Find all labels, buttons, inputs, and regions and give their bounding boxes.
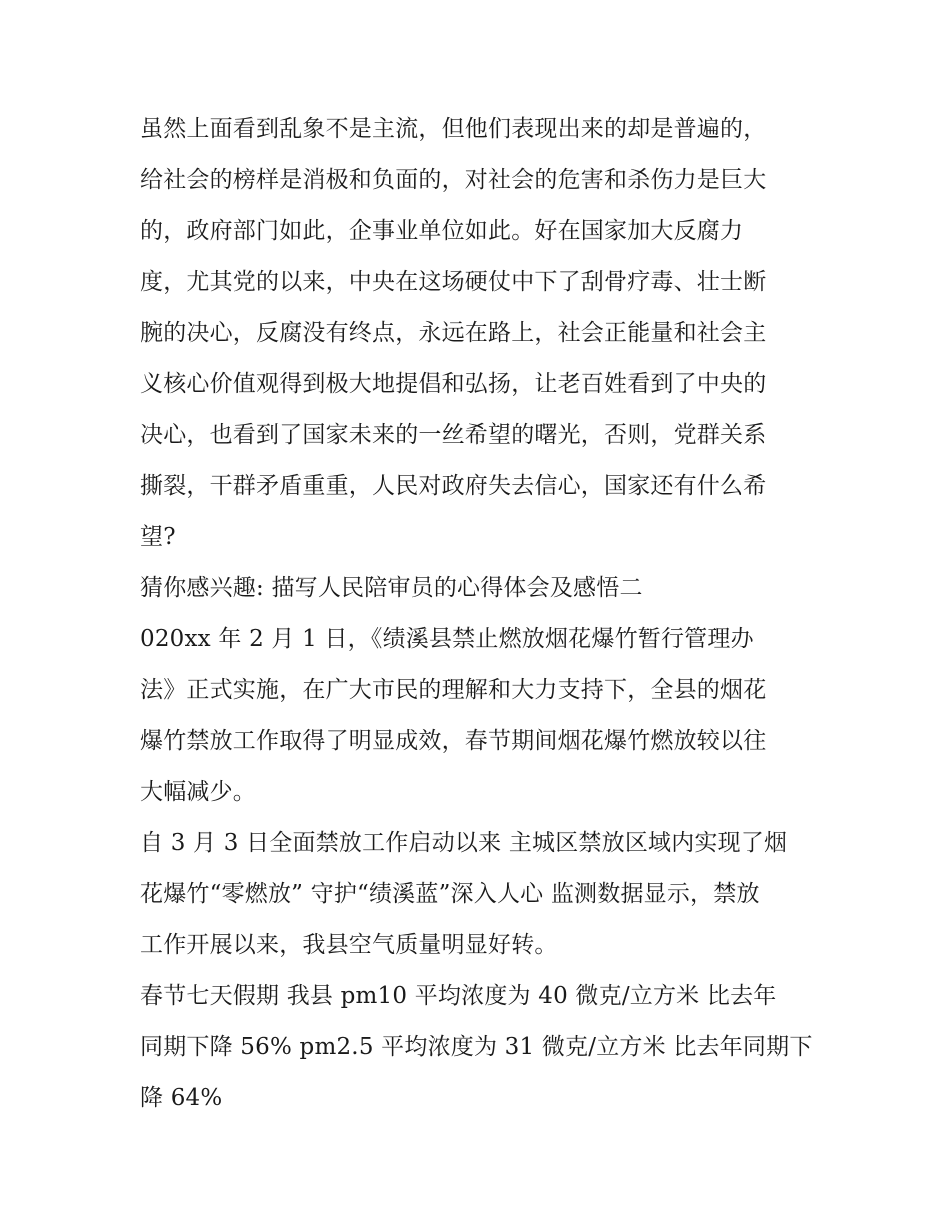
section-heading: 猜你感兴趣: 描写人民陪审员的心得体会及感悟二 [140, 575, 643, 601]
text-line: 虽然上面看到乱象不是主流，但他们表现出来的却是普遍的， [140, 116, 767, 142]
document-body [140, 104, 812, 1124]
text-line: 腕的决心，反腐没有终点，永远在路上，社会正能量和社会主 [140, 320, 767, 346]
text-line: 自 3 月 3 日全面禁放工作启动以来 主城区禁放区域内实现了烟 [140, 830, 788, 856]
text-line: 020xx 年 2 月 1 日，《绩溪县禁止燃放烟花爆竹暂行管理办 [140, 626, 754, 652]
text-line: 同期下降 56% pm2.5 平均浓度为 31 微克/立方米 比去年同期下 [140, 1034, 813, 1060]
text-line: 爆竹禁放工作取得了明显成效，春节期间烟花爆竹燃放较以往 [140, 728, 767, 754]
text-line: 工作开展以来，我县空气质量明显好转。 [140, 932, 558, 958]
text-line: 望? [140, 524, 176, 550]
text-line: 撕裂，干群矛盾重重，人民对政府失去信心，国家还有什么希 [140, 473, 767, 499]
text-line: 决心，也看到了国家未来的一丝希望的曙光，否则，党群关系 [140, 422, 767, 448]
text-line: 春节七天假期 我县 pm10 平均浓度为 40 微克/立方米 比去年 [140, 983, 777, 1009]
text-line: 义核心价值观得到极大地提倡和弘扬，让老百姓看到了中央的 [140, 371, 767, 397]
text-line: 花爆竹“零燃放” 守护“绩溪蓝”深入人心 监测数据显示，禁放 [140, 881, 760, 907]
text-line: 法》正式实施，在广大市民的理解和大力支持下，全县的烟花 [140, 677, 767, 703]
text-line: 大幅减少。 [140, 779, 256, 805]
text-line: 度，尤其党的以来，中央在这场硬仗中下了刮骨疗毒、壮士断 [140, 269, 767, 295]
text-line: 的，政府部门如此，企事业单位如此。好在国家加大反腐力 [140, 218, 744, 244]
text-line: 降 64% [140, 1085, 223, 1111]
text-line: 给社会的榜样是消极和负面的，对社会的危害和杀伤力是巨大 [140, 167, 767, 193]
